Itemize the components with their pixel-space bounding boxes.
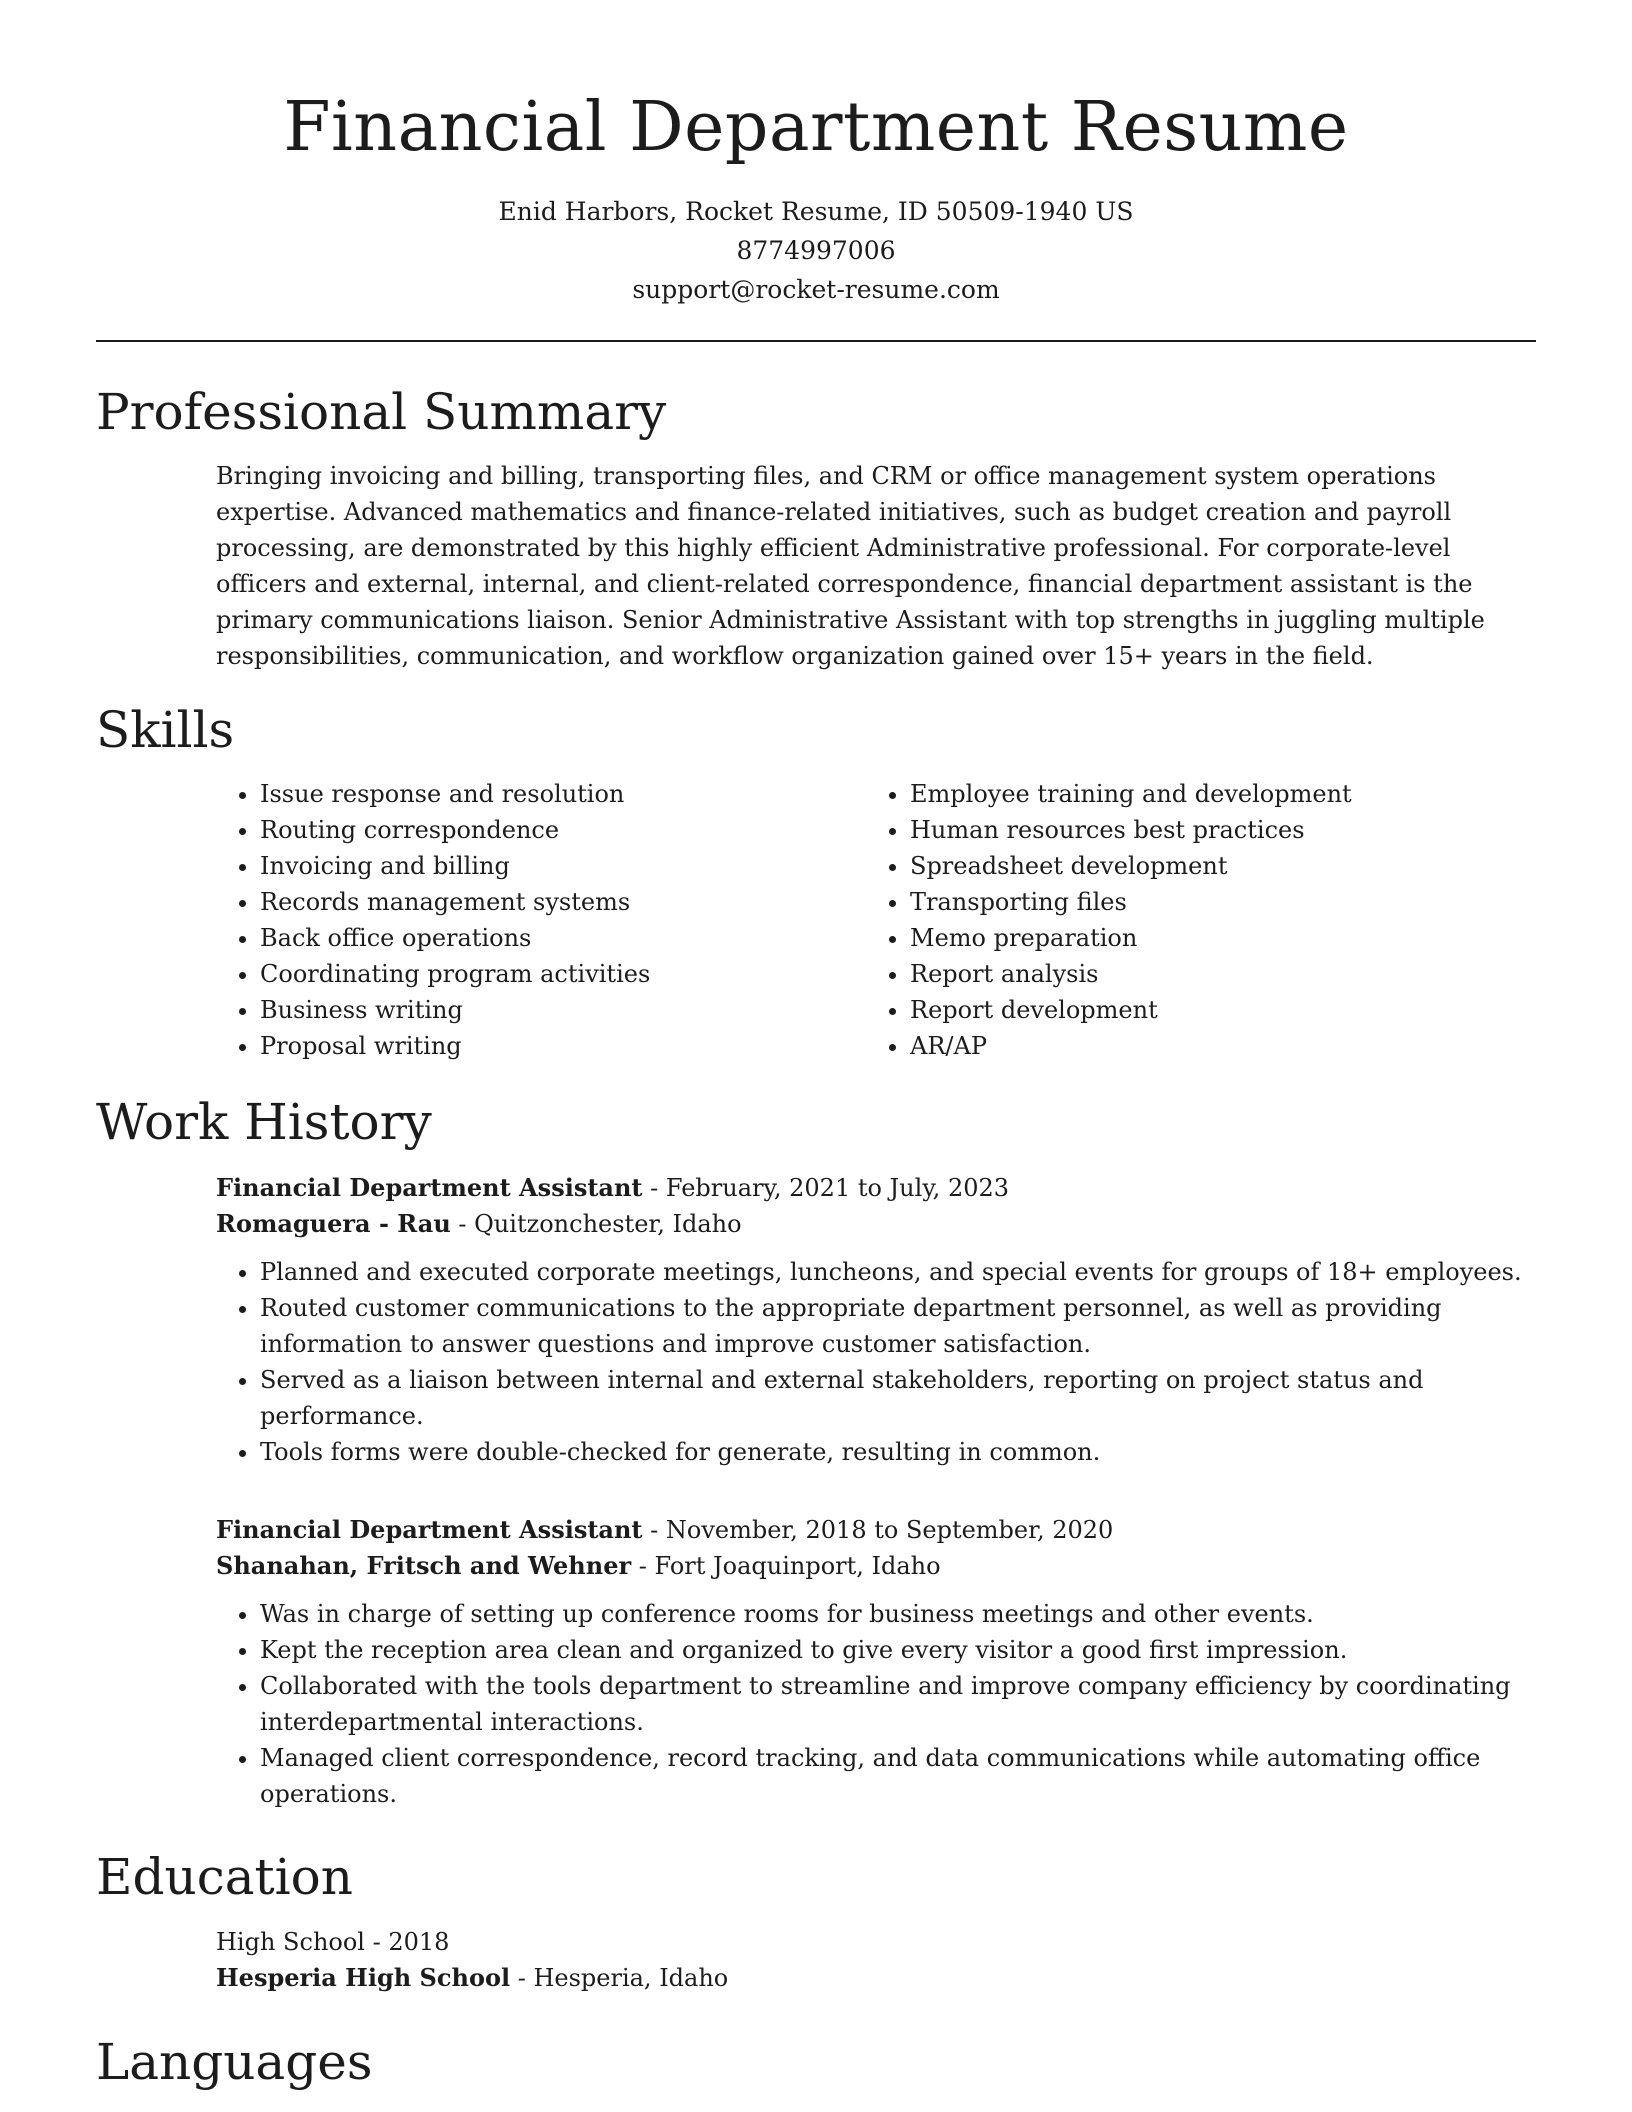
job-bullets xyxy=(216,1596,1536,1812)
education-location: - Hesperia, Idaho xyxy=(510,1964,729,1992)
job-bullet: • Served as a liaison between internal and external stakeholders, reporting on project status and performance. xyxy=(260,1362,1536,1434)
job-dates: - November, 2018 to September, 2020 xyxy=(642,1516,1114,1544)
job-bullet: • Collaborated with the tools department to streamline and improve company efficiency by coordinating interdepartmental interactions. xyxy=(260,1668,1536,1740)
contact-email: support@rocket-resume.com xyxy=(632,275,1000,304)
contact-address: Enid Harbors, Rocket Resume, ID 50509-1940 US xyxy=(498,197,1134,226)
job-bullet: • Planned and executed corporate meetings, luncheons, and special events for groups of 18+ employees. xyxy=(260,1254,1536,1290)
job-entry xyxy=(216,1170,1536,1470)
job-dates: - February, 2021 to July, 2023 xyxy=(642,1174,1010,1202)
job-location: - Quitzonchester, Idaho xyxy=(450,1210,742,1238)
education-heading: Education xyxy=(96,1848,353,1906)
skills-column-left xyxy=(216,776,866,1064)
education-school-line xyxy=(216,1960,1536,1996)
job-bullet: • Kept the reception area clean and organized to give every visitor a good first impression. xyxy=(260,1632,1536,1668)
skill-item: • Employee training and development xyxy=(910,776,1516,812)
summary-heading: Professional Summary xyxy=(96,383,667,441)
skill-item: • Spreadsheet development xyxy=(910,848,1516,884)
job-bullet: • Was in charge of setting up conference rooms for business meetings and other events. xyxy=(260,1596,1536,1632)
skill-item: • Records management systems xyxy=(260,884,866,920)
job-bullet: • Managed client correspondence, record tracking, and data communications while automating office operations. xyxy=(260,1740,1536,1812)
job-title-line xyxy=(216,1170,1536,1206)
contact-info xyxy=(96,192,1536,309)
job-company-line xyxy=(216,1206,1536,1242)
job-entry xyxy=(216,1512,1536,1812)
summary-text: Bringing invoicing and billing, transporting files, and CRM or office management system operations expertise. Advanced mathematics and finance-related initiatives, such as budget creation and payroll processing, are demonstrated by this highly efficient Administrative professional. For corporate-level officers and external, internal, and client-related correspondence, financial department assistant is the primary communications liaison. Senior Administrative Assistant with top strengths in juggling multiple responsibilities, communication, and workflow organization gained over 15+ years in the field. xyxy=(216,462,1485,670)
job-company-line xyxy=(216,1548,1536,1584)
job-location: - Fort Joaquinport, Idaho xyxy=(631,1552,941,1580)
job-title-line xyxy=(216,1512,1536,1548)
skill-item: • Human resources best practices xyxy=(910,812,1516,848)
skill-item: • Proposal writing xyxy=(260,1028,866,1064)
job-bullet: • Tools forms were double-checked for generate, resulting in common. xyxy=(260,1434,1536,1470)
skill-item: • Report analysis xyxy=(910,956,1516,992)
skill-item: • AR/AP xyxy=(910,1028,1516,1064)
education-degree-line xyxy=(216,1924,1536,1960)
summary-block xyxy=(216,458,1536,674)
contact-phone: 8774997006 xyxy=(736,236,896,265)
job-bullets xyxy=(216,1254,1536,1470)
skills-column-right xyxy=(866,776,1516,1064)
skill-item: • Routing correspondence xyxy=(260,812,866,848)
header-divider xyxy=(96,340,1536,342)
education-school: Hesperia High School xyxy=(216,1963,511,1992)
skills-list xyxy=(216,776,1536,1064)
skill-item: • Invoicing and billing xyxy=(260,848,866,884)
education-year: - 2018 xyxy=(364,1928,450,1956)
skill-item: • Report development xyxy=(910,992,1516,1028)
work-heading: Work History xyxy=(96,1093,432,1151)
education-degree: High School xyxy=(216,1928,365,1956)
skill-item: • Coordinating program activities xyxy=(260,956,866,992)
job-title: Financial Department Assistant xyxy=(216,1515,643,1544)
job-company: Romaguera - Rau xyxy=(216,1209,451,1238)
job-title: Financial Department Assistant xyxy=(216,1173,643,1202)
skill-item: • Business writing xyxy=(260,992,866,1028)
skill-item: • Back office operations xyxy=(260,920,866,956)
resume-title: Financial Department Resume xyxy=(283,88,1349,167)
skills-heading: Skills xyxy=(96,701,235,759)
job-company: Shanahan, Fritsch and Wehner xyxy=(216,1551,632,1580)
languages-heading: Languages xyxy=(96,2033,373,2091)
job-bullet: • Routed customer communications to the appropriate department personnel, as well as providing information to answer questions and improve customer satisfaction. xyxy=(260,1290,1536,1362)
skill-item: • Memo preparation xyxy=(910,920,1516,956)
skill-item: • Transporting files xyxy=(910,884,1516,920)
skill-item: • Issue response and resolution xyxy=(260,776,866,812)
education-entry xyxy=(216,1924,1536,1996)
